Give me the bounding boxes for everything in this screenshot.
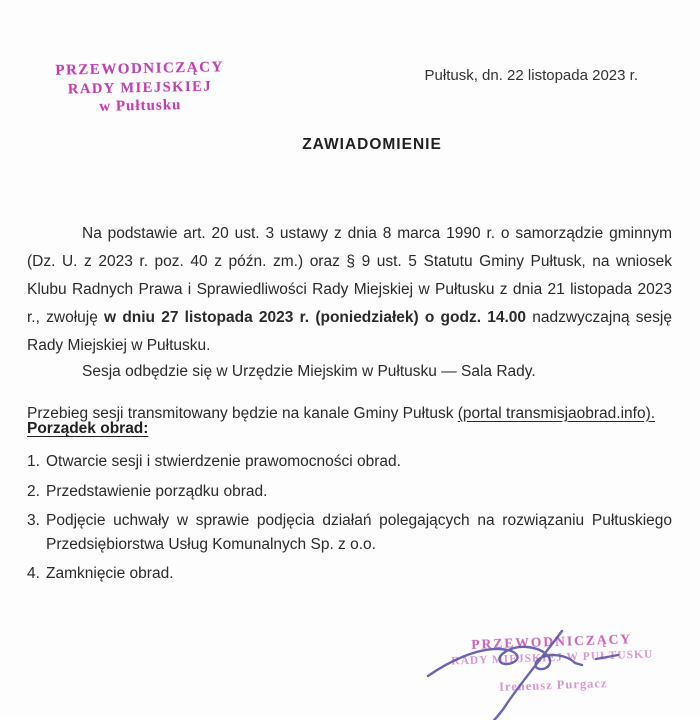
chairman-name: Ireneusz Purgacz [498,676,608,694]
agenda-item-2-text: Przedstawienie porządku obrad. [46,482,268,500]
session-location-paragraph: Sesja odbędzie się w Urzędzie Miejskim w Pułtusku — Sala Rady. [82,362,536,380]
agenda-item-3-text: Podjęcie uchwały w sprawie podjęcia działań polegających na rozwiązaniu Pułtuskiego Przedsiębiorstwa Usług Komunalnych Sp. z o.o. [46,512,672,553]
agenda-item-4-number: 4. [27,565,40,582]
stamp-line-2: RADY MIEJSKIEJ [67,77,213,98]
place-and-date: Pułtusk, dn. 22 listopada 2023 r. [424,67,638,84]
session-datetime-bold: w dniu 27 listopada 2023 r. (poniedziałek) o godz. 14.00 [104,309,527,327]
agenda-item-2 [27,480,672,504]
stamp-line-3: w Pułtusku [99,97,182,115]
agenda-item-1-number: 1. [27,453,40,470]
agenda-item-1 [27,450,672,474]
agenda-heading: Porządek obrad: [27,420,149,437]
document-title: ZAWIADOMIENIE [302,136,442,153]
chairman-office-stamp [49,58,230,117]
stamp-line-1: PRZEWODNICZĄCY [55,59,225,79]
chairman-signature-stamp [434,630,671,697]
agenda-list [27,450,672,592]
broadcast-info-text: Przebieg sesji transmitowany będzie na kanale Gminy Pułtusk [27,404,458,422]
agenda-item-3 [27,509,672,556]
agenda-item-1-text: Otwarcie sesji i stwierdzenie prawomocności obrad. [46,453,401,470]
broadcast-portal-underlined: (portal transmisjaobrad.info). [457,404,656,422]
legal-basis-paragraph [27,220,672,361]
legal-basis-tail: nadzwyczajną sesję Rady Miejskiej w Pułtusku. [27,309,672,355]
agenda-item-2-number: 2. [27,482,40,500]
legal-basis-text: Na podstawie art. 20 ust. 3 ustawy z dnia 8 marca 1990 r. o samorządzie gminnym (Dz. U. z 2023 r. poz. 40 z późn. zm.) oraz § 9 ust. 5 Statutu Gminy Pułtusk, na wniosek Klubu Radnych Prawa i Sprawiedliwości Rady Miejskiej w Pułtusku z dnia 21 listopada 2023 r., zwołuję [27,224,672,327]
bottom-stamp-line-1: PRZEWODNICZĄCY [471,631,633,652]
agenda-item-4-text: Zamknięcie obrad. [46,565,174,582]
agenda-item-3-number: 3. [27,512,40,529]
agenda-item-4 [27,562,672,586]
bottom-stamp-line-2: RADY MIEJSKIEJ W PUŁTUSKU [451,648,654,668]
